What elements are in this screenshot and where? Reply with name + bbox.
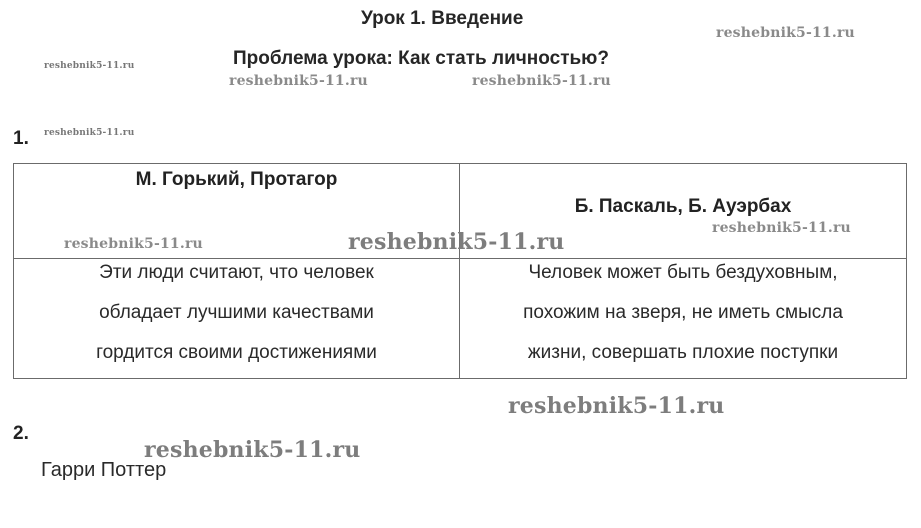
text-line: похожим на зверя, не иметь смысла	[523, 302, 843, 323]
lesson-problem: Проблема урока: Как стать личностью?	[233, 48, 610, 69]
text-line: обладает лучшими качествами	[99, 302, 374, 323]
text-line: Эти люди считают, что человек	[99, 262, 374, 283]
watermark: reshebnik5-11.ru	[229, 73, 368, 89]
task-2-answer: Гарри Поттер	[41, 459, 167, 481]
watermark: reshebnik5-11.ru	[712, 220, 851, 236]
text-line: жизни, совершать плохие поступки	[527, 342, 839, 363]
watermark: reshebnik5-11.ru	[348, 229, 565, 255]
table-cell	[14, 259, 460, 379]
table-row	[14, 259, 907, 379]
comparison-table	[13, 163, 907, 379]
watermark: reshebnik5-11.ru	[64, 236, 203, 252]
watermark: reshebnik5-11.ru	[508, 393, 725, 419]
column-header-pascal-auerbach: Б. Паскаль, Б. Ауэрбах	[574, 196, 792, 217]
watermark: reshebnik5-11.ru	[472, 73, 611, 89]
table-cell	[460, 259, 907, 379]
task-1-number: 1.	[13, 128, 29, 149]
cell-text	[14, 253, 459, 373]
text-line: Человек может быть бездуховным,	[528, 262, 838, 283]
lesson-title: Урок 1. Введение	[361, 8, 524, 29]
cell-text	[460, 253, 906, 373]
watermark: reshebnik5-11.ru	[44, 128, 135, 138]
watermark: reshebnik5-11.ru	[44, 61, 135, 71]
watermark: reshebnik5-11.ru	[716, 25, 855, 41]
watermark: reshebnik5-11.ru	[144, 437, 361, 463]
task-2-number: 2.	[13, 423, 29, 444]
text-line: гордится своими достижениями	[96, 342, 377, 363]
column-header-gorky-protagoras: М. Горький, Протагор	[135, 169, 338, 190]
